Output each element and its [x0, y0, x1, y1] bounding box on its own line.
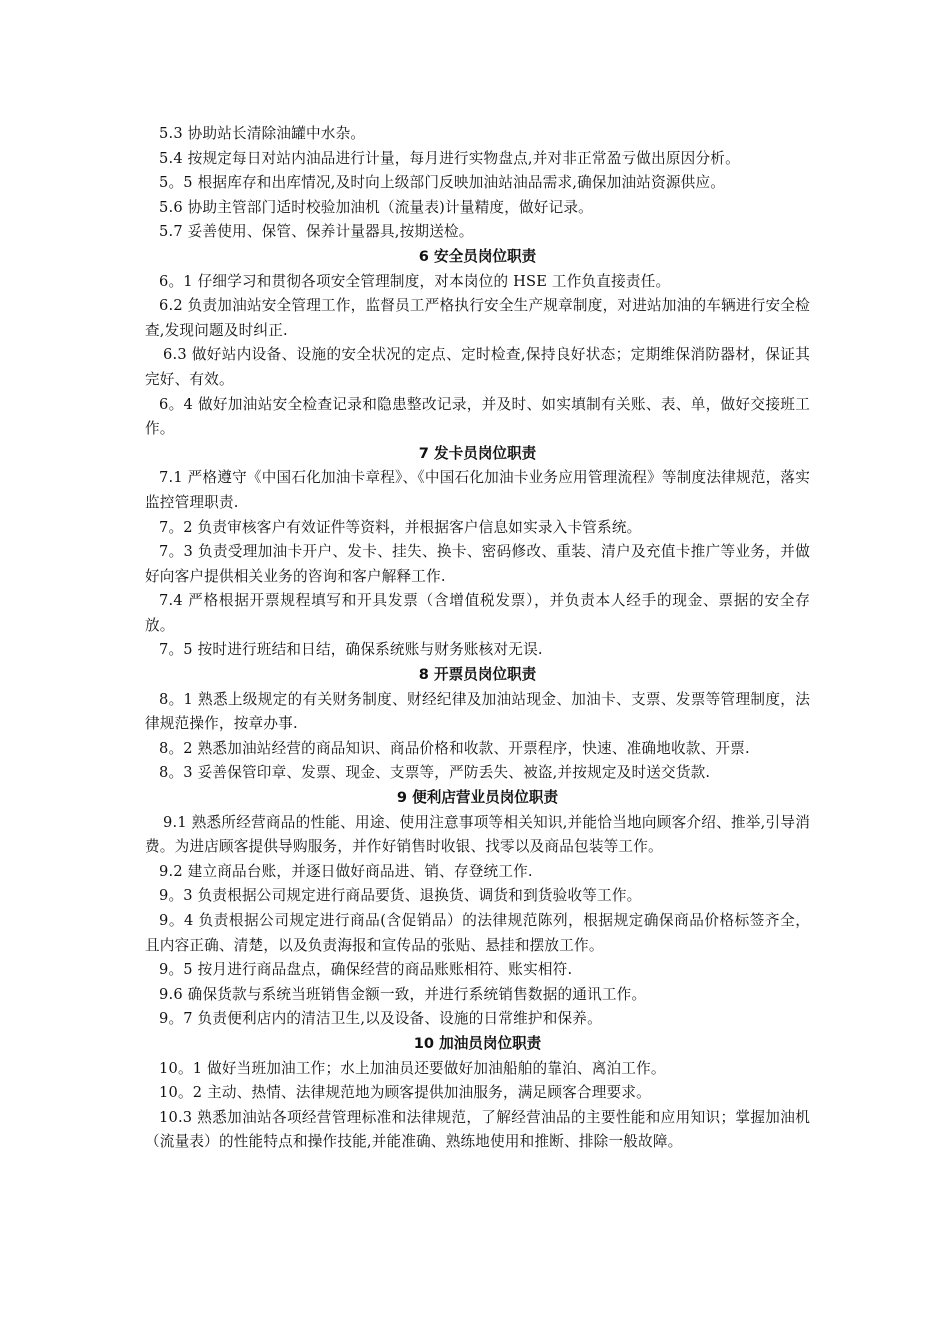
paragraph-6-2: 6.2 负责加油站安全管理工作，监督员工严格执行安全生产规章制度，对进站加油的车辆进行安全检查,发现问题及时纠正.: [145, 297, 810, 339]
paragraph-9-5: 9。5 按月进行商品盘点，确保经营的商品账账相符、账实相符.: [159, 961, 573, 979]
paragraph-7-1: 7.1 严格遵守《中国石化加油卡章程》、《中国石化加油卡业务应用管理流程》等制度法律规范，落实监控管理职责.: [145, 469, 810, 511]
paragraph-8-2: 8。2 熟悉加油站经营的商品知识、商品价格和收款、开票程序，快速、准确地收款、开票.: [159, 739, 750, 757]
paragraph-5-4: 5.4 按规定每日对站内油品进行计量，每月进行实物盘点,并对非正常盈亏做出原因分析。: [159, 149, 740, 167]
paragraph-9-7: 9。7 负责便利店内的清洁卫生,以及设备、设施的日常维护和保养。: [159, 1010, 602, 1028]
paragraph-7-2: 7。2 负责审核客户有效证件等资料，并根据客户信息如实录入卡管系统。: [159, 518, 642, 536]
paragraph-6-4: 6。4 做好加油站安全检查记录和隐患整改记录，并及时、如实填制有关账、表、单，做好交接班工作。: [145, 395, 810, 438]
paragraph-10-3: 10.3 熟悉加油站各项经营管理标准和法律规范，了解经营油品的主要性能和应用知识；掌握加油机（流量表）的性能特点和操作技能,并能准确、熟练地使用和推断、排除一般故障。: [145, 1108, 810, 1151]
paragraph-8-1: 8。1 熟悉上级规定的有关财务制度、财经纪律及加油站现金、加油卡、支票、发票等管理制度，法律规范操作，按章办事.: [145, 690, 810, 733]
paragraph-9-6: 9.6 确保货款与系统当班销售金额一致，并进行系统销售数据的通讯工作。: [159, 985, 647, 1003]
paragraph-5-3: 5.3 协助站长清除油罐中水杂。: [159, 125, 366, 142]
paragraph-8-3: 8。3 妥善保管印章、发票、现金、支票等，严防丢失、被盗,并按规定及时送交货款.: [159, 764, 711, 782]
paragraph-10-1: 10。1 做好当班加油工作；水上加油员还要做好加油船舶的靠泊、离泊工作。: [159, 1059, 666, 1077]
section-heading-6: 6 安全员岗位职责: [418, 247, 537, 265]
paragraph-5-7: 5.7 妥善使用、保管、保养计量器具,按期送检。: [159, 223, 474, 241]
paragraph-6-1: 6。1 仔细学习和贯彻各项安全管理制度，对本岗位的 HSE 工作负直接责任。: [159, 272, 671, 290]
paragraph-7-5: 7。5 按时进行班结和日结，确保系统账与财务账核对无误.: [159, 641, 543, 659]
paragraph-9-3: 9。3 负责根据公司规定进行商品要货、退换货、调货和到货验收等工作。: [159, 887, 642, 905]
paragraph-9-2: 9.2 建立商品台账，并逐日做好商品进、销、存登统工作.: [159, 862, 533, 880]
paragraph-7-3: 7。3 负责受理加油卡开户、发卡、挂失、换卡、密码修改、重装、清户及充值卡推广等业务，并做好向客户提供相关业务的咨询和客户解释工作.: [145, 543, 810, 585]
paragraph-5-6: 5.6 协助主管部门适时校验加油机（流量表)计量精度，做好记录。: [159, 198, 593, 216]
document-page: [145, 122, 810, 1155]
paragraph-5-5: 5。5 根据库存和出库情况,及时向上级部门反映加油站油品需求,确保加油站资源供应。: [159, 174, 726, 192]
paragraph-9-1: 9.1 熟悉所经营商品的性能、用途、使用注意事项等相关知识,并能恰当地向顾客介绍、推举,引导消费。为进店顾客提供导购服务，并作好销售时收银、找零以及商品包装等工作。: [145, 813, 810, 856]
section-heading-9: 9 便利店营业员岗位职责: [396, 789, 559, 807]
paragraph-7-4: 7.4 严格根据开票规程填写和开具发票（含增值税发票），并负责本人经手的现金、票据的安全存放。: [145, 592, 810, 634]
section-heading-10: 10 加油员岗位职责: [413, 1034, 542, 1052]
section-heading-8: 8 开票员岗位职责: [418, 666, 537, 684]
paragraph-6-3: 6.3 做好站内设备、设施的安全状况的定点、定时检查,保持良好状态；定期维保消防器材，保证其完好、有效。: [145, 346, 810, 388]
paragraph-10-2: 10。2 主动、热情、法律规范地为顾客提供加油服务，满足顾客合理要求。: [159, 1084, 651, 1102]
paragraph-9-4: 9。4 负责根据公司规定进行商品(含促销品）的法律规范陈列，根据规定确保商品价格标签齐全，且内容正确、清楚，以及负责海报和宣传品的张贴、悬挂和摆放工作。: [145, 912, 810, 954]
section-heading-7: 7 发卡员岗位职责: [418, 444, 537, 462]
